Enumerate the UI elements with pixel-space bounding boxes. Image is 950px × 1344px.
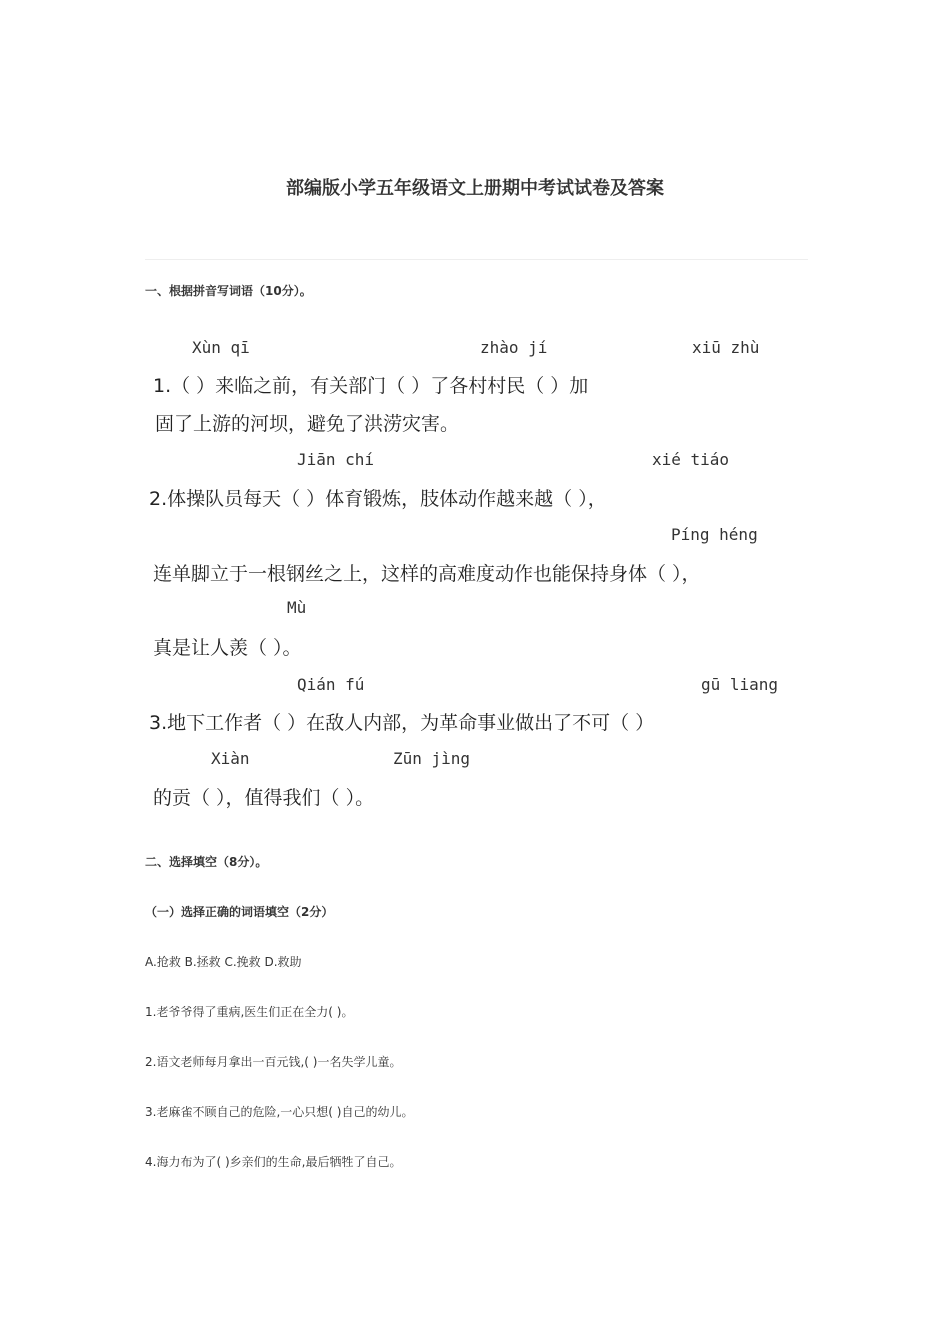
- section-2-heading: 二、选择填空（8分）。: [145, 855, 268, 869]
- pinyin-guliang: gū liang: [701, 675, 779, 694]
- subsection-heading: （一）选择正确的词语填空（2分）: [145, 905, 334, 919]
- pinyin-pingheng: Píng héng: [671, 525, 758, 544]
- answer-options: A.抢救 B.拯救 C.挽救 D.救助: [145, 955, 302, 969]
- pinyin-xian: Xiàn: [211, 749, 250, 768]
- pinyin-xiuzhu: xiū zhù: [692, 338, 760, 357]
- fill-item-4: 4.海力布为了( )乡亲们的生命,最后牺牲了自己。: [145, 1155, 402, 1169]
- pinyin-xietiao: xié tiáo: [652, 450, 730, 469]
- question-1-line-2: 固了上游的河坝，避免了洪涝灾害。: [155, 413, 460, 435]
- question-2-line-1: 2.体操队员每天（ ）体育锻炼，肢体动作越来越（ ），: [149, 488, 607, 510]
- divider: [145, 259, 808, 260]
- section-1-heading: 一、根据拼音写词语（10分）。: [145, 284, 312, 298]
- fill-item-3: 3.老麻雀不顾自己的危险,一心只想( )自己的幼儿。: [145, 1105, 414, 1119]
- pinyin-zhaoji: zhào jí: [480, 338, 548, 357]
- question-1-line-1: 1.（ ）来临之前，有关部门（ ）了各村村民（ ）加: [153, 375, 589, 397]
- question-2-line-2: 连单脚立于一根钢丝之上，这样的高难度动作也能保持身体（ ），: [153, 563, 701, 585]
- fill-item-2: 2.语文老师每月拿出一百元钱,( )一名失学儿童。: [145, 1055, 402, 1069]
- pinyin-zunjing: Zūn jìng: [393, 749, 471, 768]
- question-2-line-3: 真是让人羡（ ）。: [153, 637, 302, 659]
- fill-item-1: 1.老爷爷得了重病,医生们正在全力( )。: [145, 1005, 354, 1019]
- pinyin-jianchi: Jiān chí: [297, 450, 375, 469]
- pinyin-qianfu: Qián fú: [297, 675, 365, 694]
- question-3-line-1: 3.地下工作者（ ）在敌人内部，为革命事业做出了不可（ ）: [149, 712, 655, 734]
- page-title: 部编版小学五年级语文上册期中考试试卷及答案: [286, 178, 664, 199]
- pinyin-mu: Mù: [287, 598, 307, 617]
- pinyin-xunqi: Xùn qī: [192, 338, 250, 357]
- question-3-line-2: 的贡（ ），值得我们（ ）。: [153, 787, 375, 809]
